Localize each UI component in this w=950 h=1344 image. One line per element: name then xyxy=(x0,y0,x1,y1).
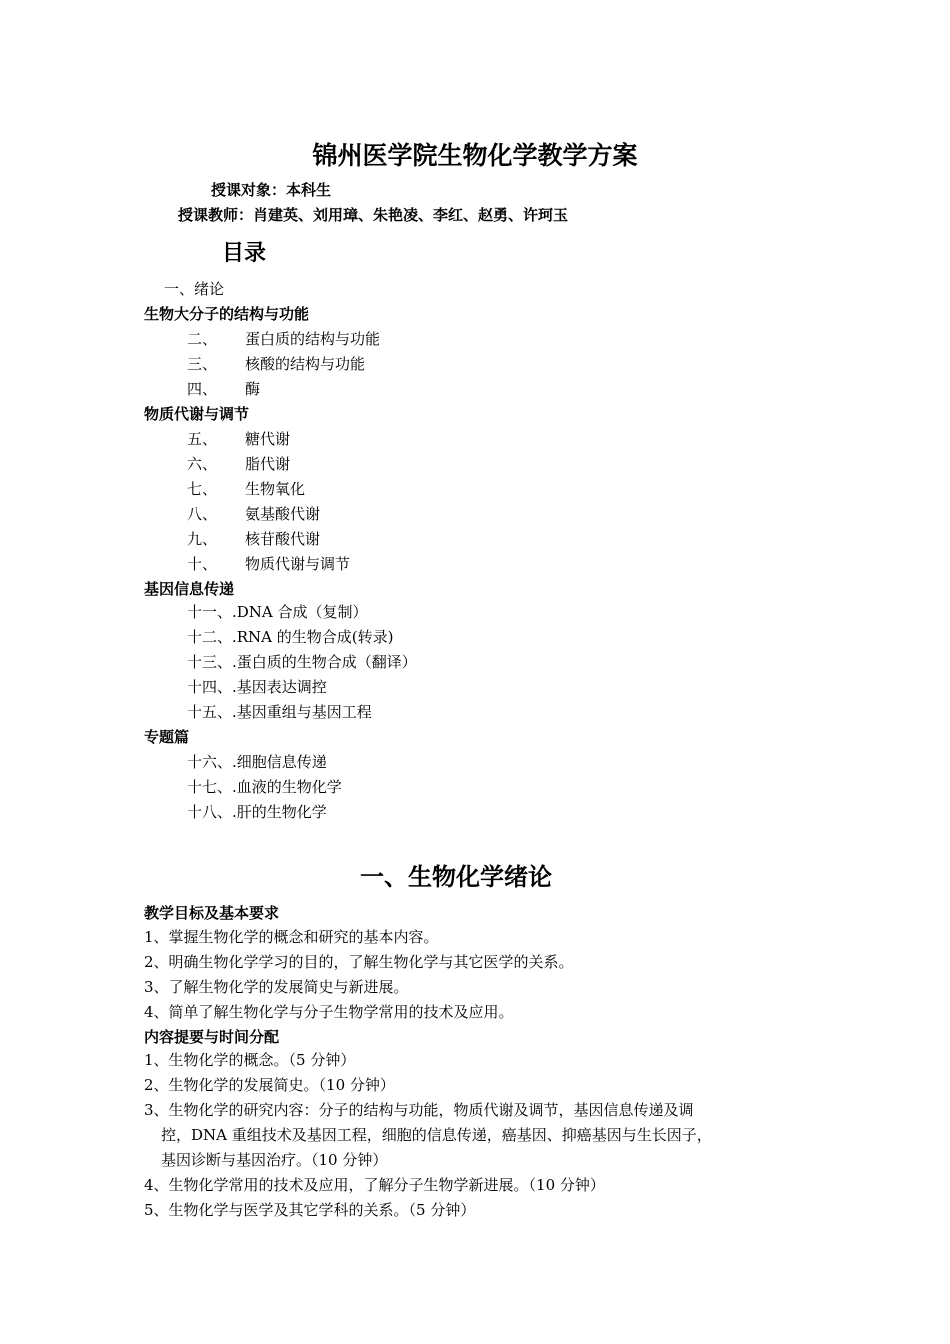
content-item: 5、生物化学与医学及其它学科的关系。（5 分钟） xyxy=(144,1201,476,1219)
toc-group-label: 专题篇 xyxy=(144,728,190,746)
toc-item xyxy=(187,478,305,499)
toc-item xyxy=(187,328,380,349)
toc-item-text: 酶 xyxy=(245,380,261,398)
goal-item: 4、简单了解生物化学与分子生物学常用的技术及应用。 xyxy=(144,1003,514,1021)
toc-item-number: 二、 xyxy=(187,330,218,348)
toc-heading: 目录 xyxy=(222,241,267,266)
audience-line: 授课对象：本科生 xyxy=(211,181,332,199)
toc-item: 十五、.基因重组与基因工程 xyxy=(187,703,372,721)
toc-item-number: 七、 xyxy=(187,480,218,498)
document-title: 锦州医学院生物化学教学方案 xyxy=(312,141,638,170)
toc-item-text: 核酸的结构与功能 xyxy=(245,355,366,373)
toc-item: 十四、.基因表达调控 xyxy=(187,678,327,696)
toc-item: 十三、.蛋白质的生物合成（翻译） xyxy=(187,653,417,671)
toc-item-text: 核苷酸代谢 xyxy=(245,530,321,548)
toc-item-number: 八、 xyxy=(187,505,218,523)
toc-item-number: 六、 xyxy=(187,455,218,473)
toc-item-intro: 一、绪论 xyxy=(164,280,225,298)
goals-heading: 教学目标及基本要求 xyxy=(144,904,280,922)
toc-item: 十六、.细胞信息传递 xyxy=(187,753,327,771)
toc-item xyxy=(187,453,290,474)
content-item: 3、生物化学的研究内容：分子的结构与功能，物质代谢及调节，基因信息传递及调 xyxy=(144,1101,694,1119)
goal-item: 3、了解生物化学的发展简史与新进展。 xyxy=(144,978,409,996)
toc-group-label: 生物大分子的结构与功能 xyxy=(144,305,310,323)
toc-item-text: 糖代谢 xyxy=(245,430,291,448)
goal-item: 1、掌握生物化学的概念和研究的基本内容。 xyxy=(144,928,439,946)
toc-item: 十七、.血液的生物化学 xyxy=(187,778,342,796)
toc-item xyxy=(187,378,260,399)
toc-item-text: 物质代谢与调节 xyxy=(245,555,351,573)
content-item-continuation: 基因诊断与基因治疗。（10 分钟） xyxy=(161,1151,388,1169)
content-item-continuation: 控，DNA 重组技术及基因工程，细胞的信息传递，癌基因、抑癌基因与生长因子， xyxy=(161,1126,712,1144)
toc-item-text: 生物氧化 xyxy=(245,480,306,498)
goal-item: 2、明确生物化学学习的目的，了解生物化学与其它医学的关系。 xyxy=(144,953,574,971)
content-heading: 内容提要与时间分配 xyxy=(144,1028,280,1046)
content-item: 2、生物化学的发展简史。（10 分钟） xyxy=(144,1076,395,1094)
toc-group-label: 物质代谢与调节 xyxy=(144,405,250,423)
toc-item-text: 蛋白质的结构与功能 xyxy=(245,330,381,348)
toc-item: 十一、.DNA 合成（复制） xyxy=(187,603,368,621)
toc-item-number: 九、 xyxy=(187,530,218,548)
toc-item: 十二、.RNA 的生物合成(转录) xyxy=(187,628,394,646)
toc-item-number: 四、 xyxy=(187,380,218,398)
toc-item-number: 十、 xyxy=(187,555,218,573)
toc-item-text: 氨基酸代谢 xyxy=(245,505,321,523)
toc-item-text: 脂代谢 xyxy=(245,455,291,473)
toc-item xyxy=(187,503,320,524)
toc-item xyxy=(187,428,290,449)
toc-item-number: 五、 xyxy=(187,430,218,448)
toc-item xyxy=(187,528,320,549)
toc-group-label: 基因信息传递 xyxy=(144,580,235,598)
content-item: 4、生物化学常用的技术及应用，了解分子生物学新进展。（10 分钟） xyxy=(144,1176,605,1194)
teachers-line: 授课教师：肖建英、刘用璋、朱艳凌、李红、赵勇、许珂玉 xyxy=(178,206,569,224)
content-item: 1、生物化学的概念。（5 分钟） xyxy=(144,1051,356,1069)
section-title: 一、生物化学绪论 xyxy=(360,863,552,891)
toc-item-number: 三、 xyxy=(187,355,218,373)
toc-item: 十八、.肝的生物化学 xyxy=(187,803,327,821)
toc-item xyxy=(187,553,350,574)
toc-item xyxy=(187,353,365,374)
